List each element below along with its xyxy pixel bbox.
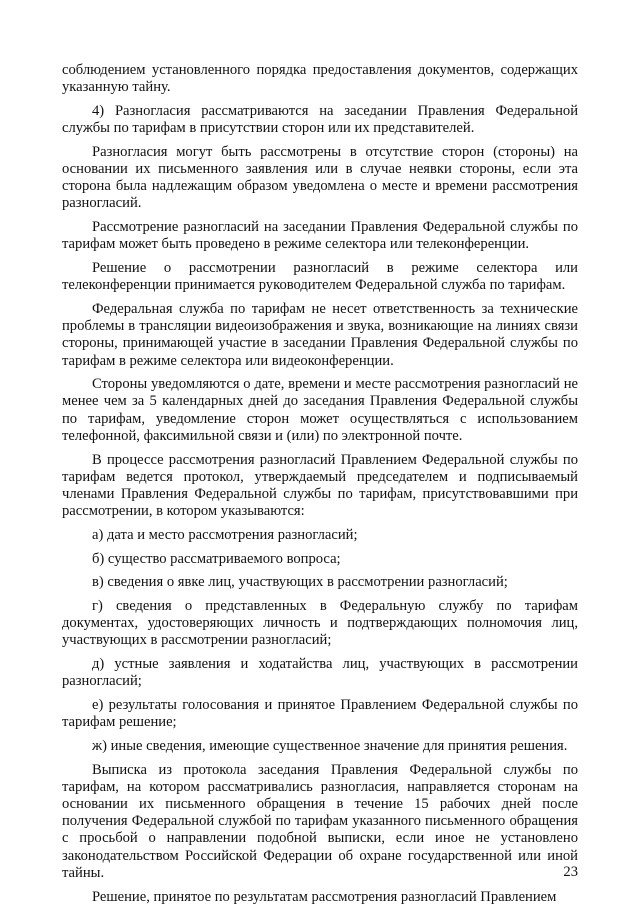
body-text <box>62 62 578 912</box>
list-item-zh: ж) иные сведения, имеющие существенное значение для принятия решения. <box>92 737 568 754</box>
paragraph: Выписка из протокола заседания Правления Федеральной службы по тарифам, на котором рассматривались разногласия, направляется сторонам на основании их письменного обращения в течение 15 рабочих дней после получения Федеральной службой по тарифам указанного письменного обращения с просьбой о направлении подобной выписки, если иное не установлено законодательством Российской Федерации об охране государственной или иной тайны. <box>62 761 578 881</box>
paragraph: Стороны уведомляются о дате, времени и месте рассмотрения разногласий не менее чем за 5 календарных дней до заседания Правления Федеральной службы по тарифам, уведомление сторон может осуществляться с использованием телефонной, факсимильной связи и (или) по электронной почте. <box>62 376 578 444</box>
paragraph: В процессе рассмотрения разногласий Правлением Федеральной службы по тарифам ведется протокол, утверждаемый председателем и подписываемый членами Правления Федеральной службы по тарифам, присутствовавшими при рассмотрении, в котором указываются: <box>62 451 578 520</box>
list-item-b: б) существо рассматриваемого вопроса; <box>92 550 341 567</box>
list-item-a: а) дата и место рассмотрения разногласий; <box>92 526 358 543</box>
list-item-v: в) сведения о явке лиц, участвующих в рассмотрении разногласий; <box>92 574 508 591</box>
paragraph-truncated: Решение, принятое по результатам рассмотрения разногласий Правлением <box>92 888 557 905</box>
paragraph: Рассмотрение разногласий на заседании Правления Федеральной службы по тарифам может быть проведено в режиме селектора или телеконференции. <box>62 219 578 253</box>
list-item-e: е) результаты голосования и принятое Правлением Федеральной службы по тарифам решение; <box>62 697 578 731</box>
paragraph: Разногласия могут быть рассмотрены в отсутствие сторон (стороны) на основании их письменного заявления или в случае неявки стороны, если эта сторона была надлежащим образом уведомлена о месте и времени рассмотрения разногласий. <box>62 143 578 212</box>
paragraph: Решение о рассмотрении разногласий в режиме селектора или телеконференции принимается руководителем Федеральной служба по тарифам. <box>62 260 578 294</box>
paragraph-continuation: соблюдением установленного порядка предоставления документов, содержащих указанную тайну. <box>62 62 578 96</box>
paragraph-item-4: 4) Разногласия рассматриваются на заседании Правления Федеральной службы по тарифам в присутствии сторон или их представителей. <box>62 102 578 137</box>
list-item-d: д) устные заявления и ходатайства лиц, участвующих в рассмотрении разногласий; <box>62 656 578 690</box>
list-item-g: г) сведения о представленных в Федеральную службу по тарифам документах, удостоверяющих личность и подтверждающих полномочия лиц, участвующих в рассмотрении разногласий; <box>62 597 578 649</box>
page-number: 23 <box>563 864 578 880</box>
paragraph: Федеральная служба по тарифам не несет ответственность за технические проблемы в трансляции видеоизображения и звука, возникающие на линиях связи стороны, принимающей участие в заседании Правления Федеральной службы по тарифам в режиме селектора или видеоконференции. <box>62 300 578 369</box>
